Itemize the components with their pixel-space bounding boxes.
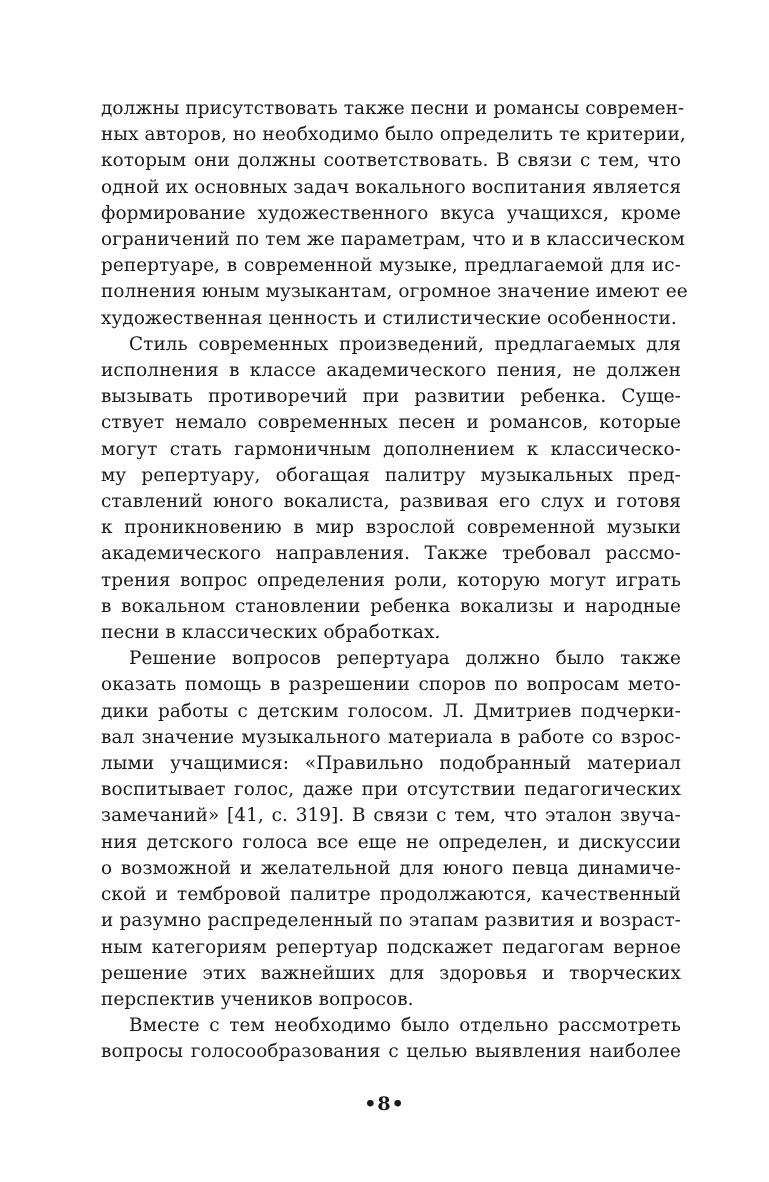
text-line: перспектив учеников вопросов. xyxy=(101,988,414,1010)
text-line: вопросы голосообразования с целью выявления наиболее xyxy=(101,1041,681,1063)
text-line: исполнения в классе академического пения, не должен xyxy=(101,360,681,382)
text-line: оказать помощь в разрешении споров по вопросам мето- xyxy=(101,674,681,696)
text-line: могут стать гармоничным дополнением к классическо- xyxy=(101,438,681,460)
text-line: в вокальном становлении ребенка вокализы и народные xyxy=(101,595,681,617)
text-line: академического направления. Также требовал рассмо- xyxy=(101,543,681,565)
body-text xyxy=(101,96,688,1066)
text-line: о возможной и желательной для юного певца динамиче- xyxy=(101,857,681,879)
text-line: к проникновению в мир взрослой современной музыки xyxy=(101,517,681,539)
text-line: и разумно распределенный по этапам развития и возраст- xyxy=(101,910,681,932)
page-number: •8• xyxy=(364,1093,405,1115)
text-line: Стиль современных произведений, предлагаемых для xyxy=(129,333,681,355)
text-line: которым они должны соответствовать. В связи с тем, что xyxy=(101,150,681,172)
text-line: песни в классических обработках. xyxy=(101,622,441,644)
text-line: ным категориям репертуар подскажет педагогам верное xyxy=(101,936,681,958)
text-line: одной их основных задач вокального воспитания является xyxy=(101,176,682,198)
text-line: художественная ценность и стилистические особенности. xyxy=(101,307,677,329)
text-line: должны присутствовать также песни и романсы современ- xyxy=(101,98,685,119)
text-line: ных авторов, но необходимо было определить те критерии, xyxy=(101,124,686,146)
text-line: формирование художественного вкуса учащихся, кроме xyxy=(101,202,681,224)
text-line: ограничений по тем же параметрам, что и в классическом xyxy=(101,229,685,251)
text-line: трения вопрос определения роли, которую могут играть xyxy=(101,569,681,591)
text-line: замечаний» [41, с. 319]. В связи с тем, что эталон звуча- xyxy=(101,805,681,827)
text-line: вал значение музыкального материала в работе со взрос- xyxy=(101,726,681,748)
page-body xyxy=(101,96,688,1066)
text-line: репертуаре, в современной музыке, предлагаемой для ис- xyxy=(101,255,681,277)
text-line: му репертуару, обогащая палитру музыкальных пред- xyxy=(101,464,681,486)
text-line: ствует немало современных песен и романсов, которые xyxy=(101,412,681,434)
text-line: ния детского голоса все еще не определен, и дискуссии xyxy=(101,831,681,853)
text-line: ставлений юного вокалиста, развивая его слух и готовя xyxy=(101,491,681,513)
text-line: воспитывает голос, даже при отсутствии педагогических xyxy=(101,779,681,801)
text-line: Решение вопросов репертуара должно было также xyxy=(129,648,681,670)
text-line: вызывать противоречий при развитии ребенка. Суще- xyxy=(101,386,681,408)
text-line: дики работы с детским голосом. Л. Дмитриев подчерки- xyxy=(101,700,681,722)
text-line: Вместе с тем необходимо было отдельно рассмотреть xyxy=(129,1015,681,1037)
text-line: лыми учащимися: «Правильно подобранный материал xyxy=(101,753,681,775)
text-line: решение этих важнейших для здоровья и творческих xyxy=(101,962,681,984)
text-line: полнения юным музыкантам, огромное значение имеют ее xyxy=(101,281,688,303)
text-line: ской и тембровой палитре продолжаются, качественный xyxy=(101,884,681,906)
